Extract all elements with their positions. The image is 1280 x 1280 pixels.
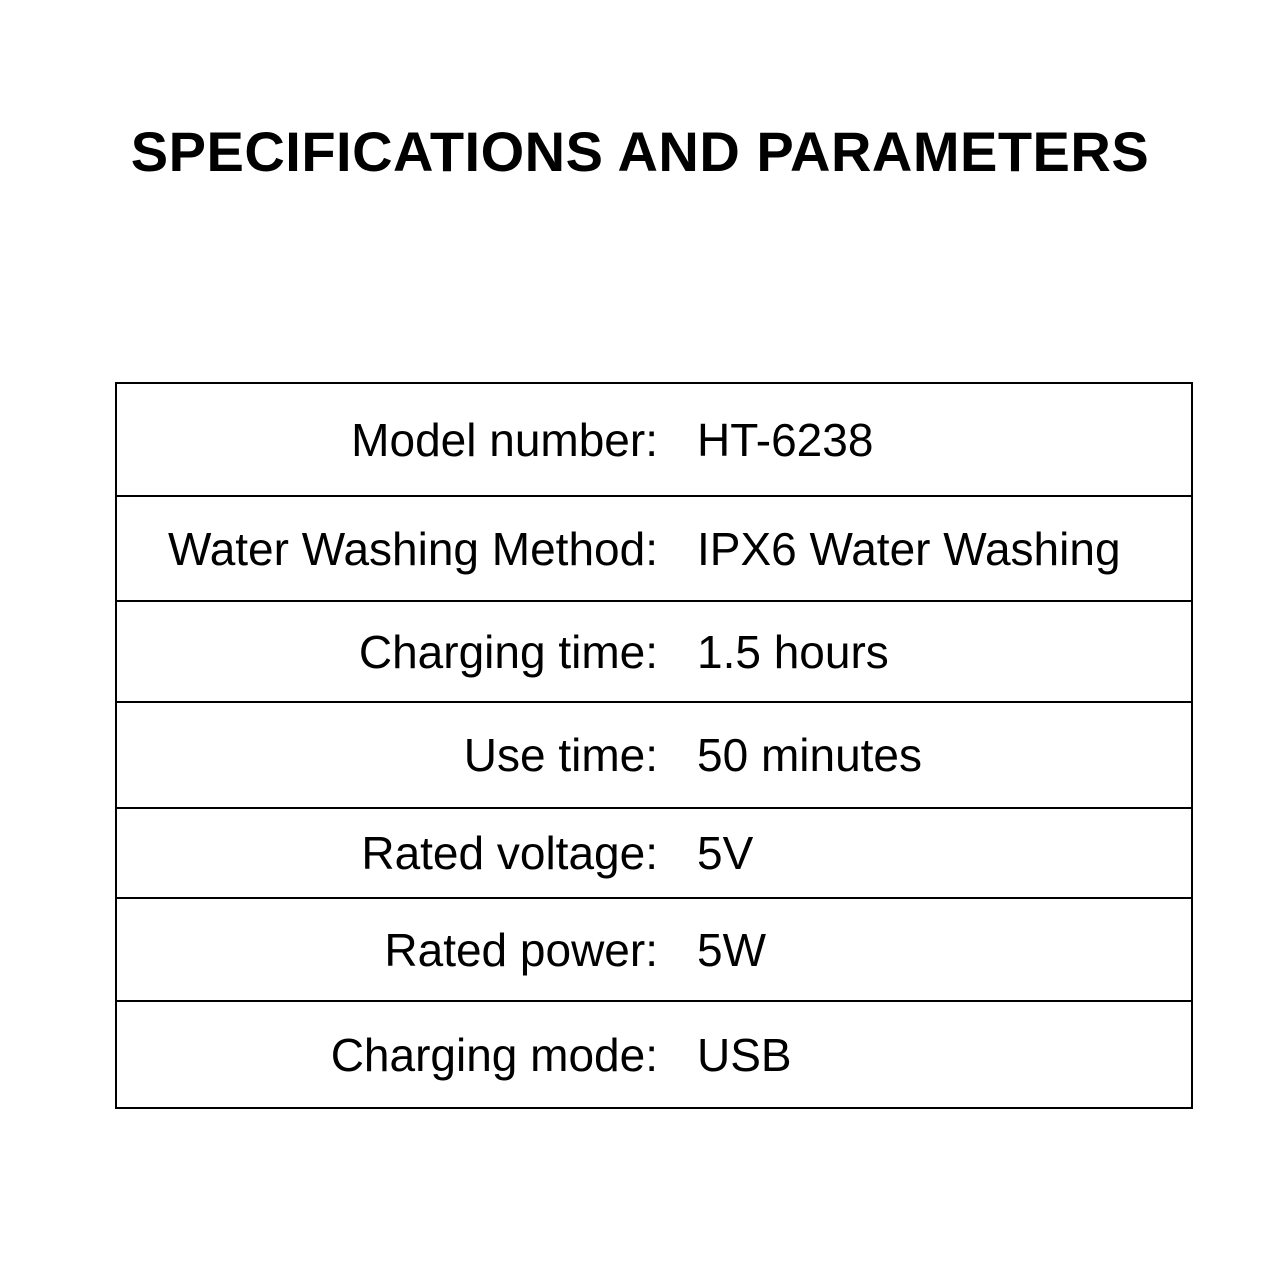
spec-label: Use time: bbox=[463, 729, 658, 781]
spec-value: USB bbox=[697, 1028, 792, 1081]
specifications-table bbox=[115, 382, 1193, 1109]
spec-row-use-time bbox=[117, 703, 1191, 809]
spec-label: Charging time: bbox=[358, 625, 658, 678]
spec-row-model-number bbox=[117, 384, 1191, 497]
spec-row-charging-mode bbox=[117, 1002, 1191, 1107]
spec-row-rated-voltage bbox=[117, 809, 1191, 899]
spec-row-rated-power bbox=[117, 899, 1191, 1002]
spec-value: HT-6238 bbox=[697, 413, 874, 466]
spec-value: IPX6 Water Washing bbox=[697, 522, 1121, 575]
spec-value: 5V bbox=[697, 827, 754, 879]
spec-label: Rated power: bbox=[384, 923, 658, 976]
spec-row-charging-time bbox=[117, 602, 1191, 703]
page-title: SPECIFICATIONS AND PARAMETERS bbox=[130, 120, 1150, 183]
spec-label: Model number: bbox=[351, 413, 658, 466]
spec-label: Rated voltage: bbox=[361, 827, 658, 879]
spec-label: Charging mode: bbox=[330, 1028, 658, 1081]
spec-value: 1.5 hours bbox=[697, 625, 889, 678]
spec-label: Water Washing Method: bbox=[167, 522, 658, 575]
spec-value: 50 minutes bbox=[697, 729, 923, 781]
spec-value: 5W bbox=[697, 923, 766, 976]
spec-row-water-washing-method bbox=[117, 497, 1191, 602]
